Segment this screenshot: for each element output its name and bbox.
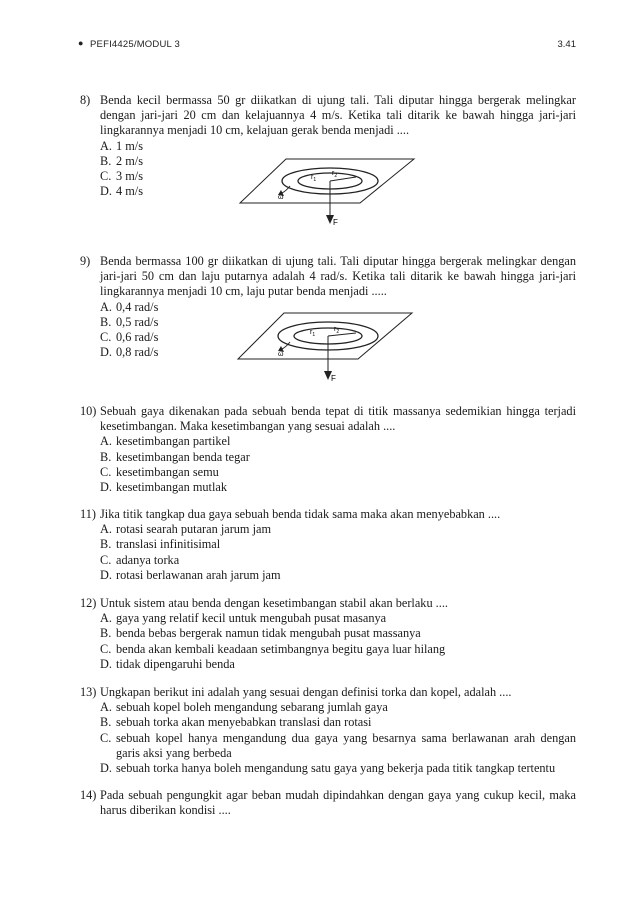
option-text: tidak dipengaruhi benda [116, 656, 235, 671]
plane-outline [238, 313, 412, 359]
page-header [78, 38, 576, 54]
option-c [100, 731, 576, 761]
option-a [100, 522, 576, 537]
option-letter: B. [100, 715, 112, 730]
question-12 [80, 596, 576, 672]
question-14 [80, 788, 576, 818]
rotation-figure-q8 [238, 153, 416, 238]
option-text: 0,4 rad/s [116, 299, 159, 314]
option-d [100, 568, 576, 583]
question-10 [80, 404, 576, 495]
option-letter: B. [100, 626, 112, 641]
question-number: 11) [80, 507, 96, 521]
option-d [100, 480, 576, 495]
option-letter: C. [100, 641, 112, 656]
option-letter: C. [100, 329, 112, 344]
option-letter: B. [100, 153, 112, 168]
option-d [100, 657, 576, 672]
omega-label: ω [278, 194, 284, 201]
option-text: sebuah kopel boleh mengandung sebarang jumlah gaya [116, 700, 388, 715]
option-text: kesetimbangan mutlak [116, 479, 227, 494]
option-text: kesetimbangan benda tegar [116, 449, 250, 464]
option-letter: D. [100, 656, 112, 671]
option-text: adanya torka [116, 552, 180, 567]
question-number: 14) [80, 788, 97, 802]
radius-line [328, 333, 356, 336]
option-text: benda akan kembali keadaan setimbangnya begitu gaya luar hilang [116, 641, 446, 656]
option-b [100, 626, 576, 641]
rotating-mass-diagram [236, 309, 414, 389]
option-letter: B. [100, 449, 112, 464]
option-d [100, 761, 576, 776]
question-stem: Sebuah gaya dikenakan pada sebuah benda tepat di titik massanya sedemikian hingga terjadi kesetimbangan. Maka kesetimbangan yang sesuai adalah .... [100, 404, 576, 434]
option-text: gaya yang relatif kecil untuk mengubah pusat masanya [116, 611, 387, 626]
question-stem: Untuk sistem atau benda dengan kesetimbangan stabil akan berlaku .... [100, 596, 448, 610]
option-text: translasi infinitisimal [116, 537, 221, 552]
option-text: 0,8 rad/s [116, 345, 159, 360]
page-number: 3.41 [557, 39, 576, 50]
question-13 [80, 685, 576, 776]
question-number: 8) [80, 93, 91, 107]
option-letter: D. [100, 184, 112, 199]
question-stem: Benda kecil bermassa 50 gr diikatkan di ujung tali. Tali diputar hingga bergerak melingkar dengan jari-jari 20 cm dan kelajuannya 4 m/s. Ketika tali ditarik ke bawah hingga jari-jari lingkarannya menjadi 10 cm, kelajuan gerak benda menjadi .... [100, 93, 576, 138]
question-stem: Benda bermassa 100 gr diikatkan di ujung tali. Tali diputar hingga bergerak melingkar dengan jari-jari 50 cm dan laju putarnya adalah 4 rad/s. Ketika tali ditarik ke bawah hingga jari-jari lingkarannya menjadi 10 cm, laju putar benda menjadi ..... [100, 254, 576, 299]
option-text: 3 m/s [116, 168, 143, 183]
option-letter: D. [100, 567, 112, 582]
option-b [100, 715, 576, 730]
option-c [100, 642, 576, 657]
rotation-figure-q9 [236, 309, 414, 394]
option-letter: C. [100, 552, 112, 567]
option-text: sebuah torka akan menyebabkan translasi dan rotasi [116, 715, 372, 730]
option-text: benda bebas bergerak namun tidak mengubah pusat massanya [116, 626, 421, 641]
option-letter: A. [100, 700, 112, 715]
option-text: 4 m/s [116, 184, 143, 199]
option-letter: A. [100, 299, 112, 314]
option-letter: D. [100, 345, 112, 360]
module-code: PEFI4425/MODUL 3 [90, 39, 180, 50]
option-letter: C. [100, 464, 112, 479]
force-label: F [331, 374, 336, 383]
omega-label: ω [278, 351, 284, 358]
option-text: sebuah torka hanya boleh mengandung satu gaya yang bekerja pada titik tangkap tertentu [116, 760, 556, 775]
option-text: 0,6 rad/s [116, 329, 159, 344]
plane-outline [240, 159, 414, 203]
question-number: 10) [80, 404, 97, 418]
r1-label: $r_1$ [311, 174, 317, 183]
option-text: 2 m/s [116, 153, 143, 168]
option-c [100, 465, 576, 480]
option-a [100, 700, 576, 715]
question-stem: Jika titik tangkap dua gaya sebuah benda tidak sama maka akan menyebabkan .... [100, 507, 501, 521]
option-text: sebuah kopel hanya mengandung dua gaya yang besarnya sama berlawanan arah dengan garis aksi yang berbeda [116, 730, 576, 760]
option-a [100, 611, 576, 626]
option-a [100, 139, 576, 154]
option-letter: A. [100, 611, 112, 626]
option-letter: A. [100, 434, 112, 449]
question-number: 13) [80, 685, 97, 699]
force-label: F [333, 218, 338, 227]
rotation-arrow [282, 186, 290, 193]
option-b [100, 537, 576, 552]
option-c [100, 553, 576, 568]
option-letter: B. [100, 537, 112, 552]
option-text: 0,5 rad/s [116, 314, 159, 329]
question-number: 9) [80, 254, 91, 268]
option-letter: B. [100, 314, 112, 329]
option-letter: D. [100, 760, 112, 775]
question-number: 12) [80, 596, 97, 610]
option-text: rotasi berlawanan arah jarum jam [116, 567, 281, 582]
option-text: kesetimbangan semu [116, 464, 219, 479]
option-text: 1 m/s [116, 138, 143, 153]
r2-label: $r_2$ [334, 326, 340, 335]
question-stem: Pada sebuah pengungkit agar beban mudah dipindahkan dengan gaya yang cukup kecil, maka harus diberikan kondisi .... [100, 788, 576, 818]
option-text: kesetimbangan partikel [116, 434, 231, 449]
option-letter: A. [100, 522, 112, 537]
option-letter: C. [100, 730, 112, 745]
r2-label: $r_2$ [332, 170, 338, 179]
question-stem: Ungkapan berikut ini adalah yang sesuai dengan definisi torka dan kopel, adalah .... [100, 685, 512, 699]
rotating-mass-diagram [238, 153, 416, 233]
question-11 [80, 507, 576, 583]
option-a [100, 434, 576, 449]
r1-label: $r_1$ [310, 329, 316, 338]
option-letter: D. [100, 479, 112, 494]
bullet-icon: ● [78, 38, 84, 48]
option-text: rotasi searah putaran jarum jam [116, 522, 272, 537]
option-b [100, 450, 576, 465]
option-letter: A. [100, 138, 112, 153]
option-letter: C. [100, 168, 112, 183]
